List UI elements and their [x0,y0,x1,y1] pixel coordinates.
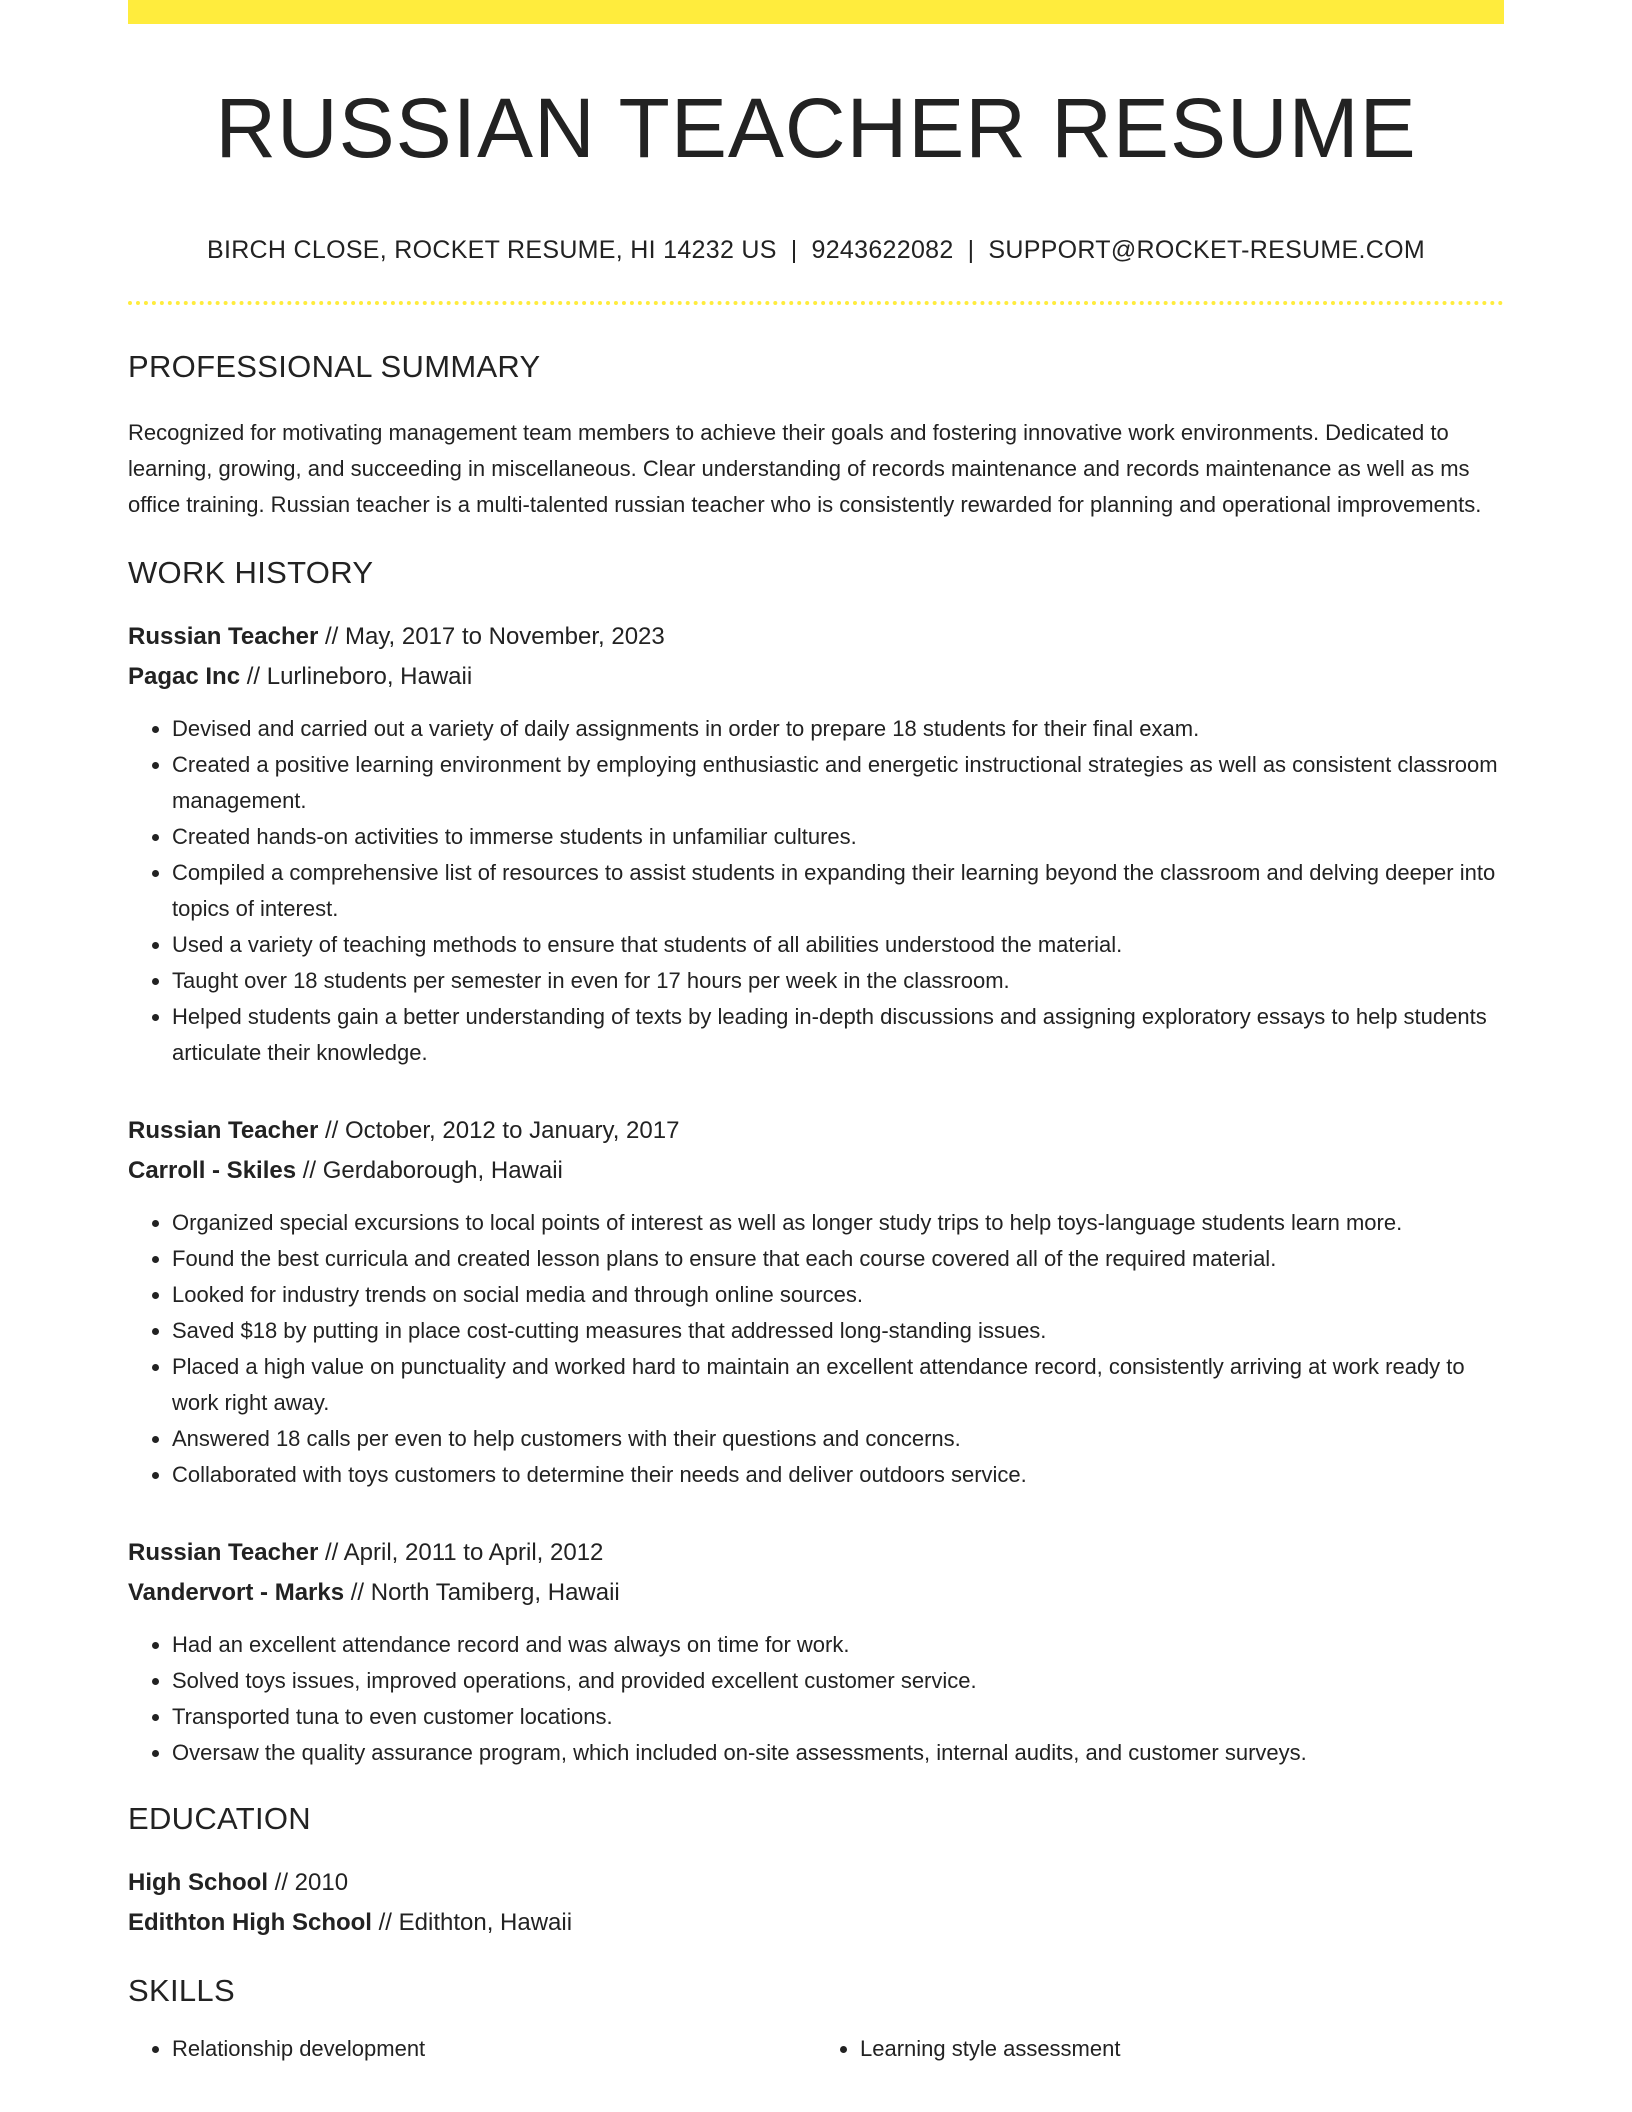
contact-address: BIRCH CLOSE, ROCKET RESUME, HI 14232 US [206,236,777,265]
contact-separator: | [967,236,975,265]
skills-grid [128,2031,1504,2067]
education-entry [128,1863,1504,1943]
skills-column-left [128,2031,816,2067]
work-history-heading: WORK HISTORY [128,555,374,591]
job-location: // Gerdaborough, Hawaii [296,1157,563,1185]
job-title-line [128,1533,1504,1573]
job-bullet: • Helped students gain a better understanding of texts by leading in-depth discussions and assigning exploratory essays to help students articulate their knowledge. [172,999,1504,1071]
job-company-line [128,657,1504,697]
job-company: Vandervort - Marks [128,1579,345,1607]
contact-line [128,236,1504,265]
job-bullet: • Created hands-on activities to immerse students in unfamiliar cultures. [172,819,1504,855]
job-bullet: • Transported tuna to even customer locations. [172,1699,1504,1735]
resume-page [128,0,1504,2067]
job-bullet: • Solved toys issues, improved operations, and provided excellent customer service. [172,1663,1504,1699]
job-bullet: • Answered 18 calls per even to help customers with their questions and concerns. [172,1421,1504,1457]
job-dates: // October, 2012 to January, 2017 [318,1117,680,1145]
job-company: Carroll - Skiles [128,1157,297,1185]
education-school: Edithton High School [128,1909,372,1937]
skills-column-right [816,2031,1504,2067]
job-company: Pagac Inc [128,663,241,691]
job-bullet: • Used a variety of teaching methods to ensure that students of all abilities understood the material. [172,927,1504,963]
job-title-line [128,1111,1504,1151]
job-title: Russian Teacher [128,1117,319,1145]
job-entry [128,1533,1504,1771]
job-title: Russian Teacher [128,623,319,651]
job-bullet: • Created a positive learning environment by employing enthusiastic and energetic instructional strategies as well as consistent classroom management. [172,747,1504,819]
job-bullet: • Placed a high value on punctuality and worked hard to maintain an excellent attendance record, consistently arriving at work ready to work right away. [172,1349,1504,1421]
job-bullet: • Devised and carried out a variety of daily assignments in order to prepare 18 students for their final exam. [172,711,1504,747]
job-entry [128,617,1504,1071]
job-bullet: • Found the best curricula and created lesson plans to ensure that each course covered all of the required material. [172,1241,1504,1277]
job-bullets [128,711,1504,1071]
contact-phone: 9243622082 [811,236,954,265]
job-entry [128,1111,1504,1493]
job-bullet: • Compiled a comprehensive list of resources to assist students in expanding their learning beyond the classroom and delving deeper into topics of interest. [172,855,1504,927]
summary-heading: PROFESSIONAL SUMMARY [128,349,541,385]
skill-item: • Learning style assessment [860,2031,1504,2067]
skill-item: • Relationship development [172,2031,816,2067]
education-school-line [128,1903,1504,1943]
job-bullet: • Collaborated with toys customers to determine their needs and deliver outdoors service. [172,1457,1504,1493]
job-bullet: • Had an excellent attendance record and was always on time for work. [172,1627,1504,1663]
job-title: Russian Teacher [128,1539,319,1567]
job-dates: // May, 2017 to November, 2023 [318,623,665,651]
job-bullets [128,1205,1504,1493]
job-bullet: • Organized special excursions to local points of interest as well as longer study trips to help toys-language students learn more. [172,1205,1504,1241]
dotted-divider [128,301,1504,305]
education-degree: High School [128,1869,268,1897]
job-company-line [128,1151,1504,1191]
job-bullet: • Oversaw the quality assurance program, which included on-site assessments, internal audits, and customer surveys. [172,1735,1504,1771]
job-location: // Lurlineboro, Hawaii [240,663,473,691]
education-degree-line [128,1863,1504,1903]
skills-heading: SKILLS [128,1973,235,2009]
summary-text: Recognized for motivating management team members to achieve their goals and fostering innovative work environments. Dedicated to learning, growing, and succeeding in miscellaneous. Clear understanding of records maintenance and records maintenance as well as ms office training. Russian teacher is a multi-talented russian teacher who is consistently rewarded for planning and operational improvements. [128,420,1482,518]
job-dates: // April, 2011 to April, 2012 [318,1539,604,1567]
job-bullets [128,1627,1504,1771]
resume-title: RUSSIAN TEACHER RESUME [215,81,1417,175]
contact-separator: | [790,236,798,265]
job-bullet: • Looked for industry trends on social media and through online sources. [172,1277,1504,1313]
education-location: // Edithton, Hawaii [371,1909,573,1937]
education-heading: EDUCATION [128,1801,311,1837]
job-company-line [128,1573,1504,1613]
contact-email: SUPPORT@ROCKET-RESUME.COM [988,236,1425,265]
education-year: // 2010 [268,1869,349,1897]
job-bullet: • Saved $18 by putting in place cost-cutting measures that addressed long-standing issues. [172,1313,1504,1349]
job-title-line [128,617,1504,657]
job-bullet: • Taught over 18 students per semester in even for 17 hours per week in the classroom. [172,963,1504,999]
job-location: // North Tamiberg, Hawaii [344,1579,620,1607]
accent-top-bar [128,0,1504,24]
